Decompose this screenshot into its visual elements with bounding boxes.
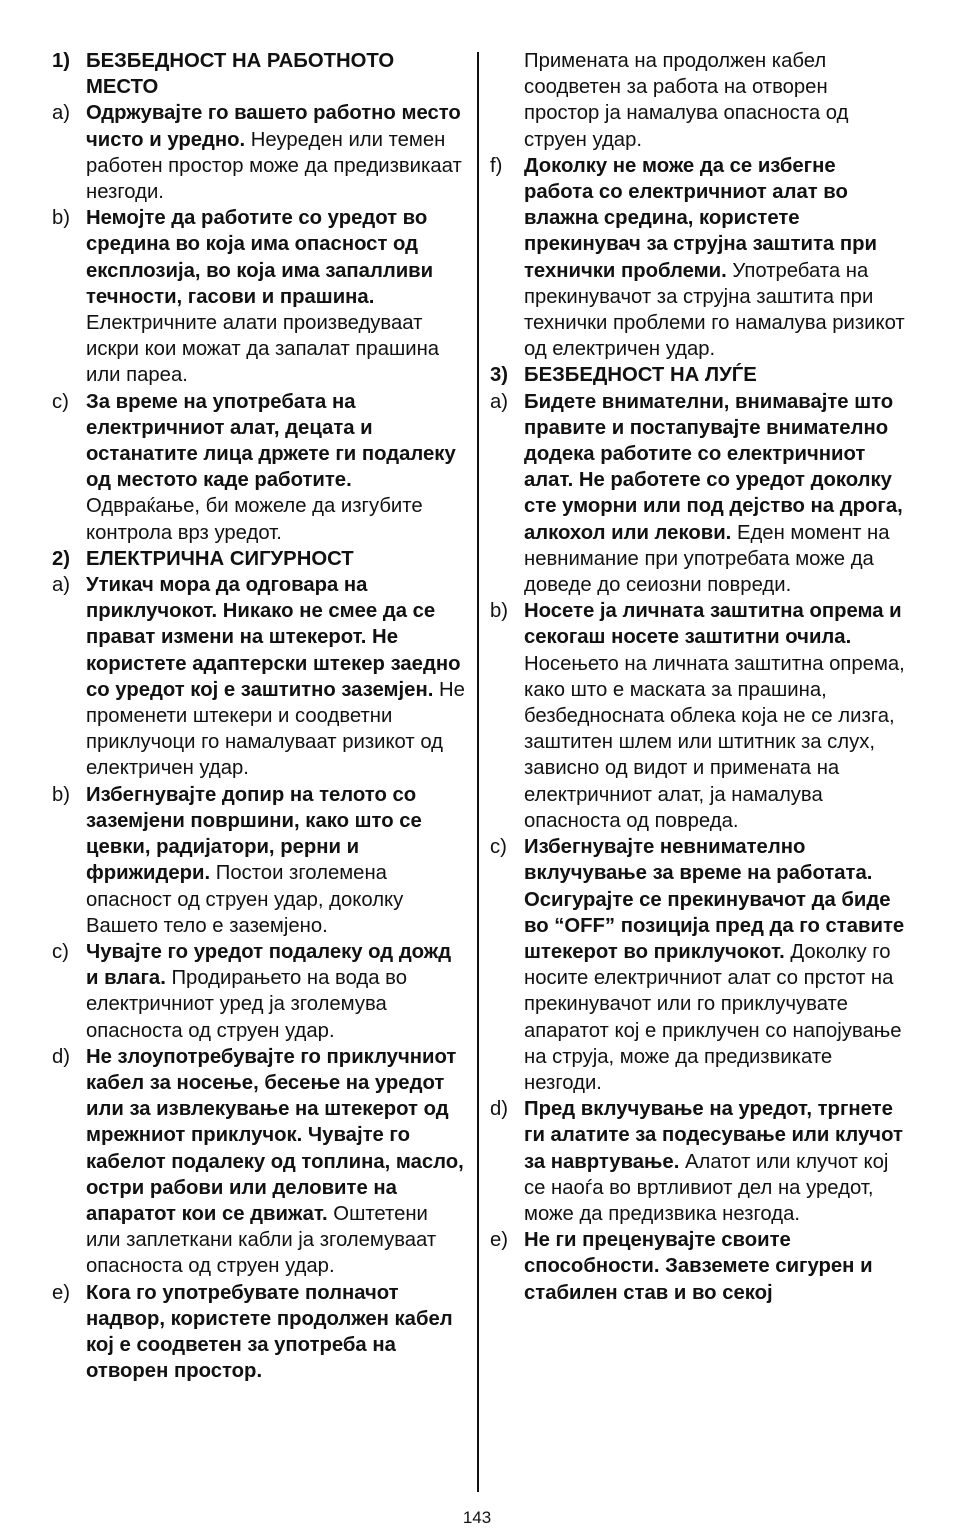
list-item [52, 572, 466, 782]
item-marker: e) [52, 1281, 71, 1304]
list-item [490, 834, 906, 1096]
list-item [490, 598, 906, 834]
item-marker: a) [52, 102, 71, 125]
item-bold-text: Доколку не може да се избегне работа со електричниот алат во влажна средина, користете прекинувач за струјна заштита при технички проблеми. [524, 154, 877, 282]
item-text: Алатот или клучот кој се наоѓа во вртливиот дел на уредот, може да предизвика незгода. [524, 1150, 889, 1225]
section-title: БЕЗБЕДНОСТ НА ЛУЃЕ [524, 364, 757, 387]
section-number: 2) [52, 547, 71, 570]
section-heading-workplace-safety [52, 48, 466, 100]
item-bold-text: Утикач мора да одговара на приклучокот. Никако не смее да се прават измени на штекерот. Не користете адаптерски штекер заедно со уредот кој е заштитно заземјен. [86, 574, 461, 701]
item-bold-text: За време на употребата на електричниот алат, децата и останатите лица држете ги подалеку од местото каде работите. [86, 390, 456, 492]
list-item [52, 939, 466, 1044]
item-bold-text: Одржувајте го вашето работно место чисто и уредно. [86, 102, 461, 151]
item-bold-text: Кога го употребувате полначот надвор, користете продолжен кабел кој е соодветен за употреба на отворен простор. [86, 1281, 453, 1383]
left-column [52, 48, 466, 1384]
list-item [490, 1227, 906, 1306]
list-item [490, 153, 906, 363]
item-text: Еден момент на невнимание при употребата може да доведе до сеиозни повреди. [524, 521, 890, 597]
section-title: БЕЗБЕДНОСТ НА РАБОТНОТО МЕСТО [86, 50, 395, 99]
item-text: Употребата на прекинувачот за струјна заштита при технички проблеми го намалува ризикот од електричен удар. [524, 259, 905, 361]
item-text: Не променети штекери и соодветни приклучоци го намалуваат ризикот од електричен удар. [86, 678, 465, 780]
page-number: 143 [462, 1508, 492, 1527]
item-marker: c) [52, 390, 69, 413]
section-heading-electrical-safety [52, 546, 466, 572]
continued-paragraph: Примената на продолжен кабел соодветен за работа на отворен простор ја намалува опасноста од струен удар. [524, 50, 849, 151]
list-item [52, 1044, 466, 1280]
item-marker: c) [52, 940, 69, 963]
list-item [52, 205, 466, 388]
item-bold-text: Немојте да работите со уредот во средина во која има опасност од експлозија, во која има запалливи течности, гасови и прашина. [86, 207, 434, 308]
item-marker: a) [490, 390, 509, 413]
list-item [490, 1096, 906, 1227]
column-divider [477, 52, 479, 1492]
list-item [52, 1280, 466, 1385]
item-marker: a) [52, 574, 71, 597]
list-item [52, 100, 466, 205]
item-text: Оштетени или заплеткани кабли ја зголемуваат опасноста од струен удар. [86, 1202, 437, 1278]
item-text: Постои зголемена опасност од струен удар, доколку Вашето тело е заземјено. [86, 862, 404, 937]
list-item [52, 782, 466, 939]
list-item [52, 389, 466, 546]
item-text: Продирањето на вода во електричниот уред ја зголемува опасноста од струен удар. [86, 967, 408, 1042]
right-column [490, 48, 906, 1306]
section-heading-personal-safety [490, 362, 906, 388]
item-text: Неуреден или темен работен простор може да предизвикаат незгоди. [86, 128, 462, 204]
section-number: 3) [490, 364, 509, 387]
item-marker: b) [490, 600, 509, 623]
item-marker: d) [52, 1045, 71, 1068]
item-marker: b) [52, 207, 71, 230]
item-marker: f) [490, 154, 503, 177]
item-bold-text: Не ги преценувајте своите способности. Завземете сигурен и стабилен став и во секој [524, 1229, 873, 1304]
item-bold-text: Бидете внимателни, внимавајте што правите и постапувајте внимателно додека работите со електричниот алат. Не работете со уредот доколку сте уморни или под дејство на дрога, алкохол или лекови. [524, 390, 903, 544]
item-bold-text: Носете ја личната заштитна опрема и секогаш носете заштитни очила. [524, 600, 902, 649]
item-marker: c) [490, 836, 507, 859]
item-marker: e) [490, 1229, 509, 1252]
section-number: 1) [52, 50, 71, 72]
item-bold-text: Чувајте го уредот подалеку од дожд и влага. [86, 940, 452, 990]
list-item [490, 389, 906, 599]
item-bold-text: Избегнувајте невнимателно вклучување за време на работата. Осигурајте се прекинувачот да биде во “OFF” позиција пред да го ставите штекерот во приклучокот. [524, 836, 905, 963]
item-bold-text: Не злоупотребувајте го приклучниот кабел за носење, бесење на уредот или за извлекување на штекерот од мрежниот приклучок. Чувајте го кабелот подалеку од топлина, масло, остри рабови или деловите на апаратот кои се движат. [86, 1045, 464, 1225]
item-marker: d) [490, 1098, 509, 1121]
item-text: Носењето на личната заштитна опрема, како што е маската за прашина, безбедносната облека која не се лизга, заштитен шлем или штитник за слух, зависно од видот и примената на електричниот алат, ја намалува опасноста од повреда. [524, 652, 905, 832]
item-bold-text: Пред вклучување на уредот, тргнете ги алатите за подесување или клучот за навртување. [524, 1098, 903, 1173]
section-title: ЕЛЕКТРИЧНА СИГУРНОСТ [86, 547, 354, 570]
item-text: Електричните алати произведуваат искри кои можат да запалат прашина или пареа. [86, 312, 440, 387]
item-text: Одвраќање, би можеле да изгубите контрола врз уредот. [86, 495, 423, 544]
item-text: Доколку го носите електричниот алат со прстот на прекинувачот или го приклучувате апаратот кој е приклучен со напојување на струја, може да предизвикате незгоди. [524, 940, 902, 1094]
item-marker: b) [52, 783, 71, 806]
item-bold-text: Избегнувајте допир на телото со заземјени површини, како што се цевки, радијатори, рерни и фрижидери. [86, 783, 422, 885]
